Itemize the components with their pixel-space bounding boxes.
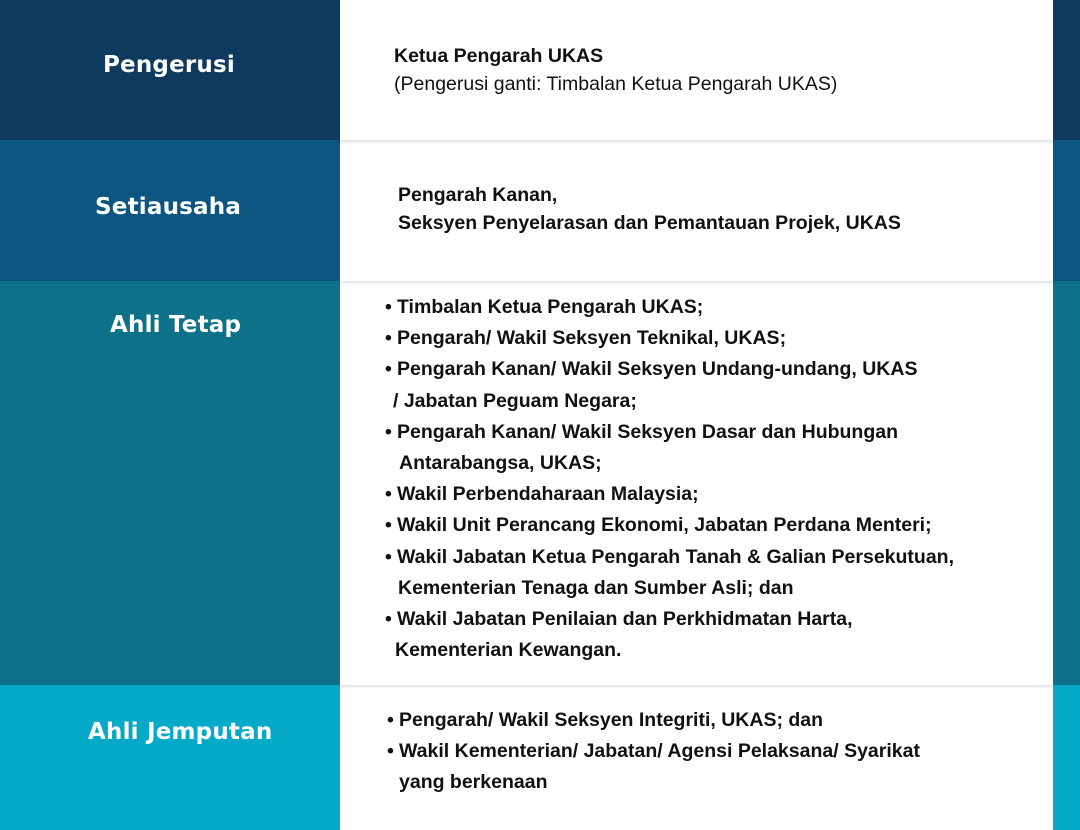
list-item-text: Pengarah/ Wakil Seksyen Integriti, UKAS; dan <box>399 709 824 731</box>
setiausaha-line-1: Pengarah Kanan, <box>398 184 558 206</box>
list-item-continuation: / Jabatan Peguam Negara; <box>393 389 637 412</box>
list-item <box>385 323 954 354</box>
role-label-ahli-tetap: Ahli Tetap <box>110 312 242 338</box>
content-cell-ahli-tetap <box>340 281 1053 685</box>
edge-strip-setiausaha <box>1053 140 1080 281</box>
list-item-text: Pengarah Kanan/ Wakil Seksyen Undang-undang, UKAS <box>397 358 918 381</box>
list-item-text: Wakil Jabatan Penilaian dan Perkhidmatan Harta, <box>397 608 853 631</box>
ahli-jemputan-bullets <box>387 705 920 799</box>
edge-strip-pengerusi <box>1053 0 1080 140</box>
label-cell-ahli-jemputan <box>0 685 340 830</box>
list-item-continuation: Kementerian Tenaga dan Sumber Asli; dan <box>398 576 794 599</box>
list-item <box>387 736 920 798</box>
label-cell-ahli-tetap <box>0 281 340 685</box>
row-setiausaha <box>0 140 1080 281</box>
label-cell-pengerusi <box>0 0 340 140</box>
ahli-tetap-bullets <box>385 292 954 666</box>
row-divider <box>340 140 1053 144</box>
list-item <box>385 604 954 666</box>
list-item-continuation: Antarabangsa, UKAS; <box>399 452 602 475</box>
list-item-continuation: yang berkenaan <box>399 771 548 794</box>
role-label-setiausaha: Setiausaha <box>95 194 242 220</box>
list-item <box>387 705 920 736</box>
list-item <box>385 292 954 323</box>
setiausaha-line-2: Seksyen Penyelarasan dan Pemantauan Projek, UKAS <box>398 212 901 234</box>
list-item <box>385 510 954 541</box>
row-pengerusi <box>0 0 1080 140</box>
edge-strip-ahli-tetap <box>1053 281 1080 685</box>
edge-strip-ahli-jemputan <box>1053 685 1080 830</box>
list-item-text: Wakil Jabatan Ketua Pengarah Tanah & Galian Persekutuan, <box>397 545 954 568</box>
pengerusi-line-1: Ketua Pengarah UKAS <box>394 45 604 67</box>
role-label-ahli-jemputan: Ahli Jemputan <box>88 719 273 745</box>
row-ahli-jemputan <box>0 685 1080 830</box>
content-cell-setiausaha <box>340 140 1053 281</box>
list-item-text: Wakil Perbendaharaan Malaysia; <box>397 483 699 506</box>
list-item-text: Wakil Kementerian/ Jabatan/ Agensi Pelaksana/ Syarikat <box>399 740 920 763</box>
label-cell-setiausaha <box>0 140 340 281</box>
list-item <box>385 542 954 604</box>
row-divider <box>340 281 1053 285</box>
ahli-tetap-list <box>385 292 954 666</box>
list-item-text: Timbalan Ketua Pengarah UKAS; <box>397 296 704 318</box>
role-label-pengerusi: Pengerusi <box>103 52 235 78</box>
row-ahli-tetap <box>0 281 1080 685</box>
list-item-text: Pengarah Kanan/ Wakil Seksyen Dasar dan Hubungan <box>397 420 899 443</box>
setiausaha-details <box>398 181 901 237</box>
content-cell-pengerusi <box>340 0 1053 140</box>
pengerusi-details <box>394 42 837 98</box>
ahli-jemputan-list <box>387 705 920 799</box>
list-item-text: Pengarah/ Wakil Seksyen Teknikal, UKAS; <box>397 327 787 350</box>
content-cell-ahli-jemputan <box>340 685 1053 830</box>
list-item-continuation: Kementerian Kewangan. <box>395 639 622 662</box>
list-item <box>385 417 954 479</box>
pengerusi-line-2: (Pengerusi ganti: Timbalan Ketua Pengarah UKAS) <box>394 73 838 95</box>
list-item-text: Wakil Unit Perancang Ekonomi, Jabatan Perdana Menteri; <box>397 514 932 537</box>
list-item <box>385 479 954 510</box>
row-divider <box>340 685 1053 689</box>
list-item <box>385 354 954 416</box>
